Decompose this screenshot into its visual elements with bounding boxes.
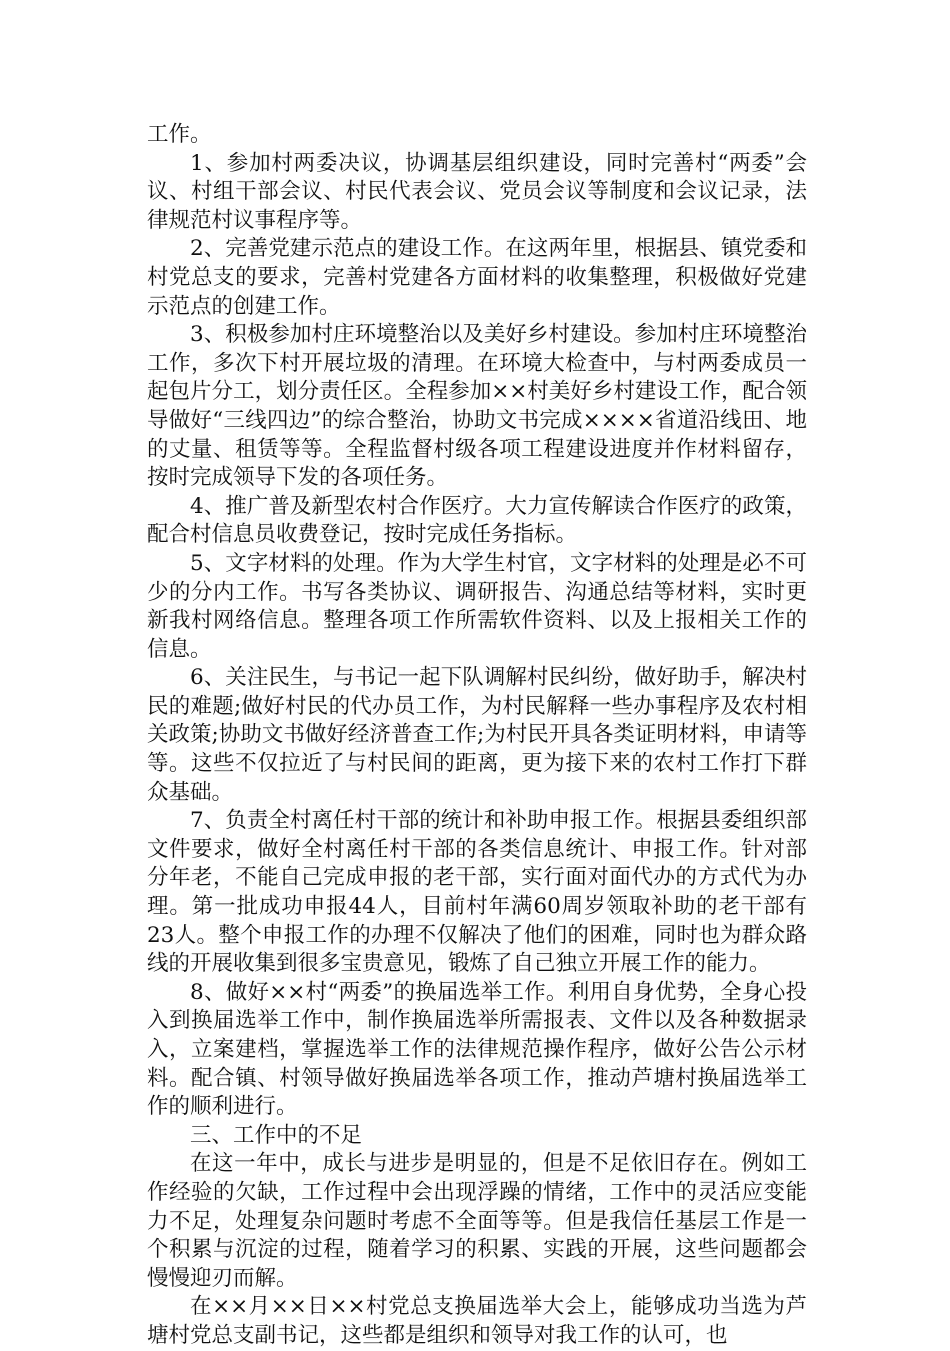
paragraph-item-4: 4、推广普及新型农村合作医疗。大力宣传解读合作医疗的政策，配合村信息员收费登记，按时完成任务指标。 bbox=[147, 493, 807, 548]
paragraph-item-3: 3、积极参加村庄环境整治以及美好乡村建设。参加村庄环境整治工作，多次下村开展垃圾的清理。在环境大检查中，与村两委成员一起包片分工，划分责任区。全程参加××村美好乡村建设工作，配合领导做好“三线四边”的综合整治，协助文书完成××××省道沿线田、地的丈量、租赁等等。全程监督村级各项工程建设进度并作材料留存，按时完成领导下发的各项任务。 bbox=[147, 322, 807, 491]
paragraph-election: 在××月××日××村党总支换届选举大会上，能够成功当选为芦塘村党总支副书记，这些都是组织和领导对我工作的认可，也 bbox=[147, 1294, 807, 1348]
paragraph-item-7: 7、负责全村离任村干部的统计和补助申报工作。根据县委组织部文件要求，做好全村离任村干部的各类信息统计、申报工作。针对部分年老，不能自己完成申报的老干部，实行面对面代办的方式代为办理。第一批成功申报44人，目前村年满60周岁领取补助的老干部有23人。整个申报工作的办理不仅解决了他们的困难，同时也为群众路线的开展收集到很多宝贵意见，锻炼了自己独立开展工作的能力。 bbox=[147, 808, 807, 977]
paragraph-continuation: 工作。 bbox=[147, 122, 212, 147]
paragraph-shortcomings: 在这一年中，成长与进步是明显的，但是不足依旧存在。例如工作经验的欠缺，工作过程中会出现浮躁的情绪，工作中的灵活应变能力不足，处理复杂问题时考虑不全面等等。但是我信任基层工作是一个积累与沉淀的过程，随着学习的积累、实践的开展，这些问题都会慢慢迎刃而解。 bbox=[147, 1151, 807, 1291]
paragraph-item-1: 1、参加村两委决议，协调基层组织建设，同时完善村“两委”会议、村组干部会议、村民代表会议、党员会议等制度和会议记录，法律规范村议事程序等。 bbox=[147, 150, 807, 233]
paragraph-item-5: 5、文字材料的处理。作为大学生村官，文字材料的处理是必不可少的分内工作。书写各类协议、调研报告、沟通总结等材料，实时更新我村网络信息。整理各项工作所需软件资料、以及上报相关工作的信息。 bbox=[147, 550, 807, 662]
document-page bbox=[147, 121, 807, 1351]
paragraph-item-6: 6、关注民生，与书记一起下队调解村民纠纷，做好助手，解决村民的难题;做好村民的代办员工作，为村民解释一些办事程序及农村相关政策;协助文书做好经济普查工作;为村民开具各类证明材料，申请等等。这些不仅拉近了与村民间的距离，更为接下来的农村工作打下群众基础。 bbox=[147, 665, 807, 805]
section-heading-shortcomings: 三、工作中的不足 bbox=[190, 1122, 363, 1148]
paragraph-item-2: 2、完善党建示范点的建设工作。在这两年里，根据县、镇党委和村党总支的要求，完善村党建各方面材料的收集整理，积极做好党建示范点的创建工作。 bbox=[147, 236, 807, 319]
paragraph-item-8: 8、做好××村“两委”的换届选举工作。利用自身优势，全身心投入到换届选举工作中，制作换届选举所需报表、文件以及各种数据录入，立案建档，掌握选举工作的法律规范操作程序，做好公告公示材料。配合镇、村领导做好换届选举各项工作，推动芦塘村换届选举工作的顺利进行。 bbox=[147, 979, 807, 1120]
